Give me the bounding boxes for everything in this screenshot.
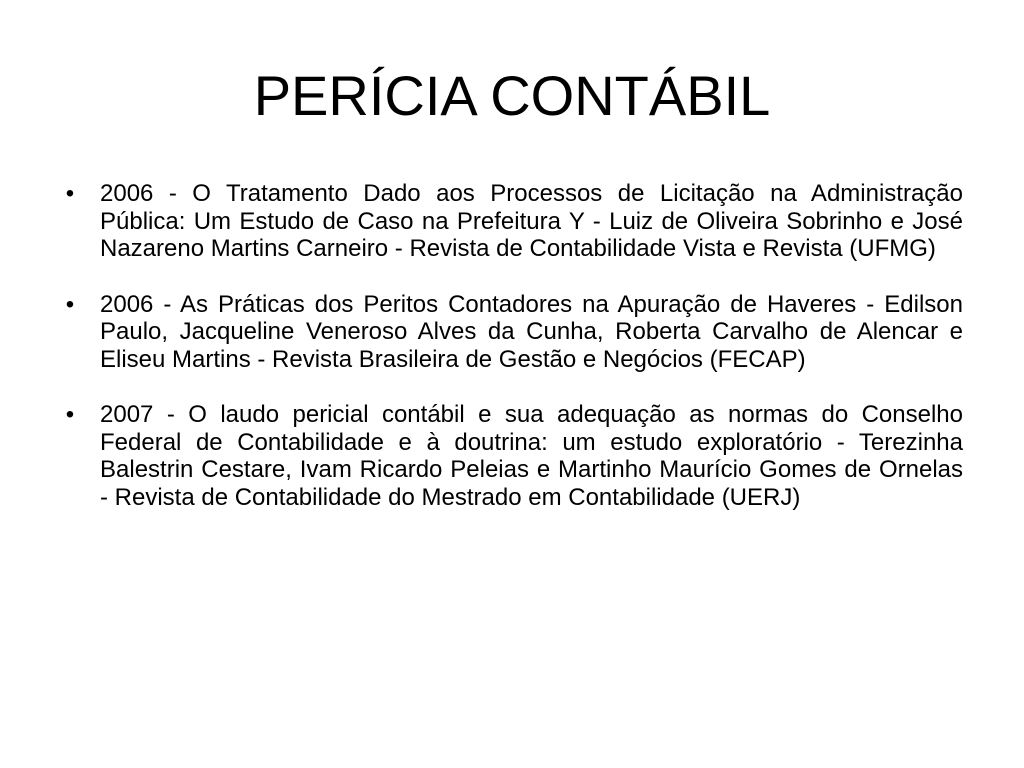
bullet-marker: • xyxy=(65,180,75,207)
bullet-text: 2006 - As Práticas dos Peritos Contadores na Apuração de Haveres - Edilson Paulo, Jacqueline Veneroso Alves da Cunha, Roberta Carvalho de Alencar e Eliseu Martins - Revista Brasileira de Gestão e Negócios (FECAP) xyxy=(100,290,963,373)
bullet-item xyxy=(60,401,963,511)
bullet-list xyxy=(60,180,963,539)
bullet-marker: • xyxy=(65,290,75,318)
bullet-marker: • xyxy=(65,401,75,428)
bullet-item xyxy=(60,291,963,374)
bullet-text: 2006 - O Tratamento Dado aos Processos de Licitação na Administração Pública: Um Estudo de Caso na Prefeitura Y - Luiz de Oliveira Sobrinho e José Nazareno Martins Carneiro - Revista de Contabilidade Vista e Revista (UFMG) xyxy=(100,180,963,262)
bullet-text: 2007 - O laudo pericial contábil e sua adequação as normas do Conselho Federal de Contabilidade e à doutrina: um estudo exploratório - Terezinha Balestrin Cestare, Ivam Ricardo Peleias e Martinho Maurício Gomes de Ornelas - Revista de Contabilidade do Mestrado em Contabilidade (UERJ) xyxy=(100,401,963,511)
slide-title: PERÍCIA CONTÁBIL xyxy=(253,64,771,127)
bullet-item xyxy=(60,180,963,263)
